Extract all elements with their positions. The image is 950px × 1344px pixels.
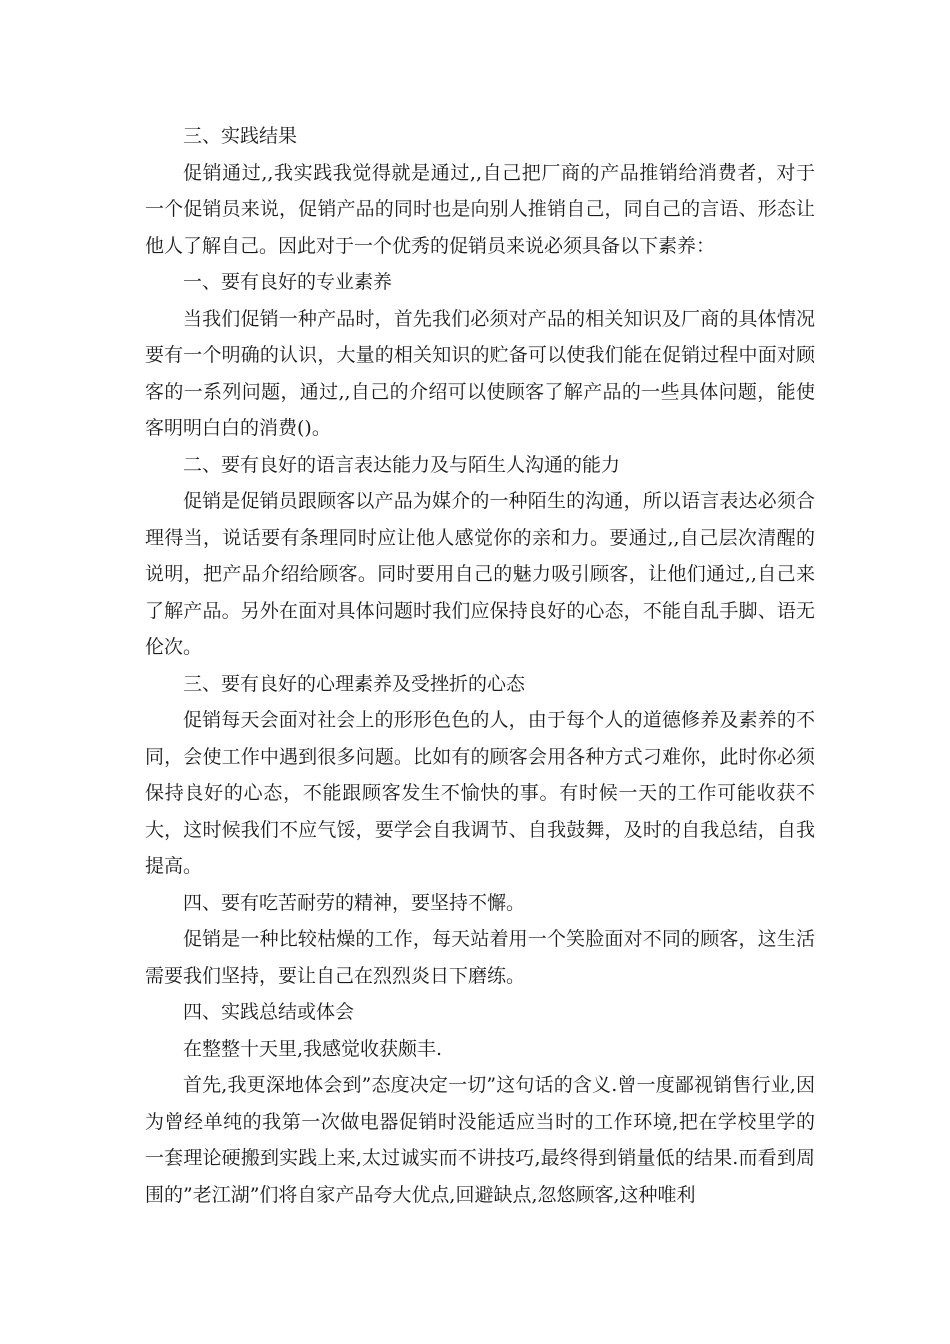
section-heading-practice-results: 三、实践结果	[183, 125, 298, 147]
body-paragraph: 在整整十天里,我感觉收获颇丰.	[183, 1037, 443, 1060]
body-paragraph: 促销是一种比较枯燥的工作，每天站着用一个笑脸面对不同的顾客，这生活需要我们坚持，要让自己在烈烈炎日下磨练。	[145, 928, 815, 987]
subheading-professional-literacy: 一、要有良好的专业素养	[183, 271, 393, 293]
subheading-communication-ability: 二、要有良好的语言表达能力及与陌生人沟通的能力	[183, 453, 621, 476]
body-paragraph: 促销每天会面对社会上的形形色色的人，由于每个人的道德修养及素养的不同，会使工作中遇到很多问题。比如有的顾客会用各种方式刁难你，此时你必须保持良好的心态，不能跟顾客发生不愉快的事。有时候一天的工作可能收获不大，这时候我们不应气馁，要学会自我调节、自我鼓舞，及时的自我总结，自我提高。	[145, 709, 815, 877]
section-heading-summary: 四、实践总结或体会	[183, 1001, 355, 1023]
body-paragraph: 当我们促销一种产品时，首先我们必须对产品的相关知识及厂商的具体情况要有一个明确的认识，大量的相关知识的贮备可以使我们能在促销过程中面对顾客的一系列问题，通过,,自己的介绍可以使顾客了解产品的一些具体问题，能使客明明白白的消费()。	[145, 307, 815, 439]
subheading-hard-work: 四、要有吃苦耐劳的精神，要坚持不懈。	[183, 891, 526, 914]
document-page	[145, 118, 815, 1213]
body-paragraph: 促销通过,,我实践我觉得就是通过,,自己把厂商的产品推销给消费者，对于一个促销员来说，促销产品的同时也是向别人推销自己，同自己的言语、形态让他人了解自己。因此对于一个优秀的促销员来说必须具备以下素养：	[145, 161, 815, 257]
subheading-psychological-quality: 三、要有良好的心理素养及受挫折的心态	[183, 672, 526, 695]
body-paragraph: 促销是促销员跟顾客以产品为媒介的一种陌生的沟通，所以语言表达必须合理得当，说话要有条理同时应让他人感觉你的亲和力。要通过,,自己层次清醒的说明，把产品介绍给顾客。同时要用自己的魅力吸引顾客，让他们通过,,自己来了解产品。另外在面对具体问题时我们应保持良好的心态，不能自乱手脚、语无伦次。	[145, 490, 815, 658]
body-paragraph: 首先,我更深地体会到”态度决定一切”这句话的含义.曾一度鄙视销售行业,因为曾经单纯的我第一次做电器促销时没能适应当时的工作环境,把在学校里学的一套理论硬搬到实践上来,太过诚实而不讲技巧,最终得到销量低的结果.而看到周围的”老江湖”们将自家产品夸大优点,回避缺点,忽悠顾客,这种唯利	[145, 1074, 815, 1206]
